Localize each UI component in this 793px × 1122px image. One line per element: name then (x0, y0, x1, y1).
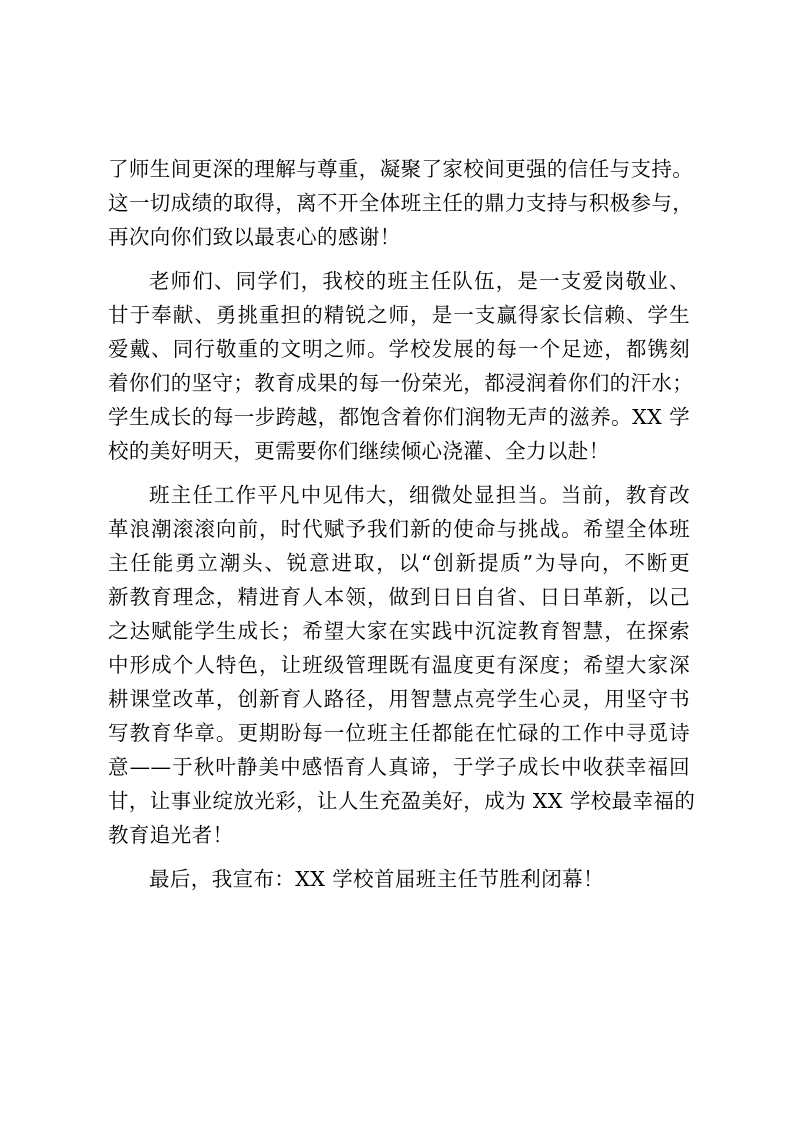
text-line: 耕课堂改革，创新育人路径，用智慧点亮学生心灵，用坚守书 (108, 687, 690, 711)
text-line: 老师们、同学们，我校的班主任队伍，是一支爱岗敬业、 (149, 269, 690, 293)
text-line: 爱戴、同行敬重的文明之师。学校发展的每一个足迹，都镌刻 (108, 337, 690, 361)
text-line: 再次向你们致以最衷心的感谢！ (108, 225, 401, 249)
text-line: 这一切成绩的取得，离不开全体班主任的鼎力支持与积极参与， (108, 191, 694, 215)
paragraph (108, 862, 690, 896)
text-line: 主任能勇立潮头、锐意进取，以“创新提质”为导向，不断更 (108, 551, 690, 575)
text-line: 班主任工作平凡中见伟大，细微处显担当。当前，教育改 (149, 483, 690, 507)
text-line: 中形成个人特色，让班级管理既有温度更有深度；希望大家深 (108, 653, 690, 677)
text-line: 学生成长的每一步跨越，都饱含着你们润物无声的滋养。XX 学 (108, 405, 690, 429)
text-line: 校的美好明天，更需要你们继续倾心浇灌、全力以赴！ (108, 439, 610, 463)
text-line: 新教育理念，精进育人本领，做到日日自省、日日革新，以己 (108, 585, 690, 609)
text-line: 甘于奉献、勇挑重担的精锐之师，是一支赢得家长信赖、学生 (108, 303, 690, 327)
text-line: 写教育华章。更期盼每一位班主任都能在忙碌的工作中寻觅诗 (108, 721, 690, 745)
text-line: 甘，让事业绽放光彩，让人生充盈美好，成为 XX 学校最幸福的 (108, 789, 696, 813)
text-line: 了师生间更深的理解与尊重，凝聚了家校间更强的信任与支持。 (108, 157, 694, 181)
text-line: 革浪潮滚滚向前，时代赋予我们新的使命与挑战。希望全体班 (108, 517, 690, 541)
text-line: 最后，我宣布：XX 学校首届班主任节胜利闭幕！ (149, 867, 604, 891)
text-line: 教育追光者！ (108, 823, 234, 847)
text-line: 之达赋能学生成长；希望大家在实践中沉淀教育智慧，在探索 (108, 619, 690, 643)
document-page (108, 152, 696, 896)
text-line: 意——于秋叶静美中感悟育人真谛，于学子成长中收获幸福回 (108, 755, 690, 779)
paragraph (108, 264, 694, 468)
paragraph (108, 478, 696, 852)
paragraph (108, 152, 694, 254)
text-line: 着你们的坚守；教育成果的每一份荣光，都浸润着你们的汗水； (108, 371, 694, 395)
